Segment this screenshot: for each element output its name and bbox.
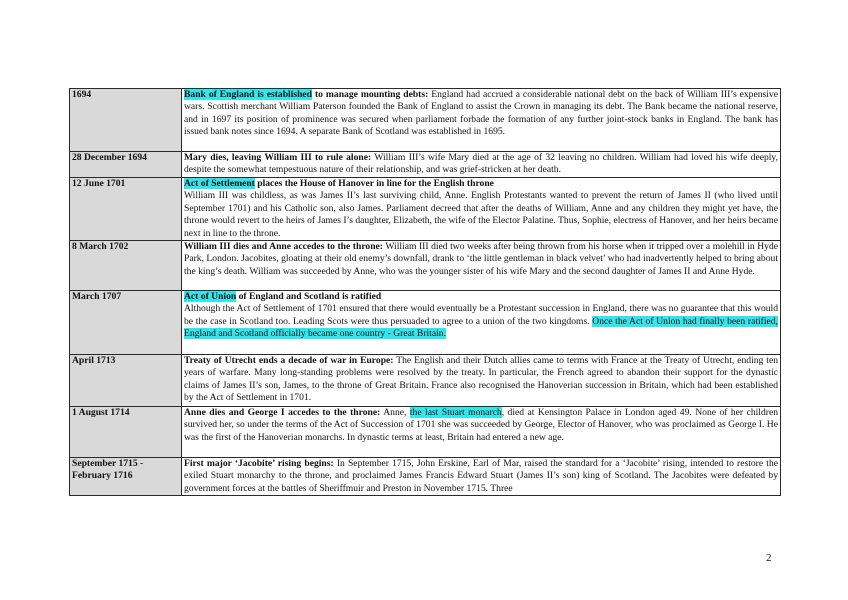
event-cell: [182, 407, 781, 458]
date-cell: April 1713: [70, 355, 182, 407]
highlighted-phrase: the last Stuart monarch: [409, 407, 502, 419]
date-cell: 28 December 1694: [70, 152, 182, 178]
date-cell: September 1715 - February 1716: [70, 458, 182, 496]
table-row: [70, 355, 781, 407]
event-title: Anne dies and George I accedes to the throne:: [184, 407, 381, 419]
event-cell: [182, 458, 781, 496]
event-body-pre: Anne,: [380, 407, 410, 419]
table-row: [70, 458, 781, 496]
event-body: , died at Kensington Palace in London aged 49. None of her children survived her, so under the terms of the Act of Succession of 1701 she was succeeded by George, Elector of Hanover, who was proclaimed as George I. He was the first of the Hanoverian monarchs. In dynastic terms at least, Britain had entered a new age.: [184, 407, 778, 443]
event-body: Although the Act of Settlement of 1701 ensured that there would eventually be a Protestant succession in England, there was no guarantee that this would be the case in Scotland too. Leading Scots were thus persuaded to agree to a union of the two kingdoms.: [184, 303, 778, 327]
date-cell: 12 June 1701: [70, 178, 182, 241]
table-row: [70, 152, 781, 178]
table-row: [70, 178, 781, 241]
event-cell: [182, 241, 781, 291]
date-cell: 1 August 1714: [70, 407, 182, 458]
table-row: [70, 407, 781, 458]
event-body: William III’s wife Mary died at the age of 32 leaving no children. William had loved his wife deeply, despite the somewhat tempestuous nature of their relationship, and was grief-stricken at her death.: [184, 152, 779, 176]
event-body: William III was childless, as was James II’s last surviving child, Anne. English Protestants wanted to prevent the return of James II (who lived until September 1701) and his Catholic son, also James. Parliament decreed that after the deaths of William, Anne and any children they might yet have, the throne would revert to the heirs of James I’s daughter, Elizabeth, the wife of the Elector Palatine. Thus, Sophie, electress of Hanover, and her heirs became next in line to the throne.: [184, 190, 778, 239]
event-title: places the House of Hanover in line for the English throne: [254, 178, 494, 189]
table-row: [70, 291, 781, 355]
date-cell: March 1707: [70, 291, 182, 355]
page-number: 2: [766, 552, 772, 564]
date-cell: 8 March 1702: [70, 241, 182, 291]
event-title: First major ‘Jacobite’ rising begins:: [184, 458, 334, 470]
event-body: The English and their Dutch allies came to terms with France at the Treaty of Utrecht, ending ten years of warfare. Many long-standing problems were resolved by the treaty. In particular, the French agreed to abandon their support for the dynastic claims of James II’s son, James, to the throne of Great Britain. France also recognised the Hanoverian succession in Britain, which had been established by the Act of Settlement in 1701.: [184, 355, 778, 404]
event-body: In September 1715, John Erskine, Earl of Mar, raised the standard for a ‘Jacobite’ rising, intended to restore the exiled Stuart monarchy to the throne, and proclaimed James Francis Edward Stuart (James II’s son) king of Scotland. The Jacobites were defeated by government forces at the battles of Sheriffmuir and Preston in November 1715. Three: [184, 458, 778, 494]
event-title: of England and Scotland is ratified: [236, 291, 382, 303]
timeline-table: [69, 88, 781, 496]
event-cell: [182, 152, 781, 178]
event-cell: [182, 89, 781, 152]
event-title: to manage mounting debts:: [312, 89, 429, 100]
event-cell: [182, 178, 781, 241]
event-title: Mary dies, leaving William III to rule alone:: [184, 152, 372, 163]
event-cell: [182, 291, 781, 355]
event-body: William III died two weeks after being thrown from his horse when it tripped over a molehill in Hyde Park, London. Jacobites, gloating at their old enemy’s downfall, drank to ‘the little gentleman in black velvet’ who had inadvertently helped to bring about the king’s death. William was succeeded by Anne, who was the younger sister of his wife Mary and the second daughter of James II and Anne Hyde.: [184, 241, 778, 277]
highlighted-title: Bank of England is established: [184, 89, 313, 100]
event-body: England had accrued a considerable national debt on the back of William III’s expensive wars. Scottish merchant William Paterson founded the Bank of England to assist the Crown in managing its debt. The Bank became the national reserve, and in 1697 its position of prominence was secured when parliament forbade the formation of any further joint-stock banks in England. The bank has issued bank notes since 1694. A separate Bank of Scotland was established in 1695.: [184, 89, 778, 138]
highlighted-title: Act of Union: [184, 291, 237, 303]
date-cell: 1694: [70, 89, 182, 152]
table-row: [70, 241, 781, 291]
table-row: [70, 89, 781, 152]
event-cell: [182, 355, 781, 407]
highlighted-title: Act of Settlement: [184, 178, 255, 189]
event-title: William III dies and Anne accedes to the throne:: [184, 241, 384, 253]
event-title: Treaty of Utrecht ends a decade of war in Europe:: [184, 355, 394, 367]
highlighted-sentence: Once the Act of Union had finally been ratified, England and Scotland officially became one country - Great Britain.: [184, 315, 778, 340]
